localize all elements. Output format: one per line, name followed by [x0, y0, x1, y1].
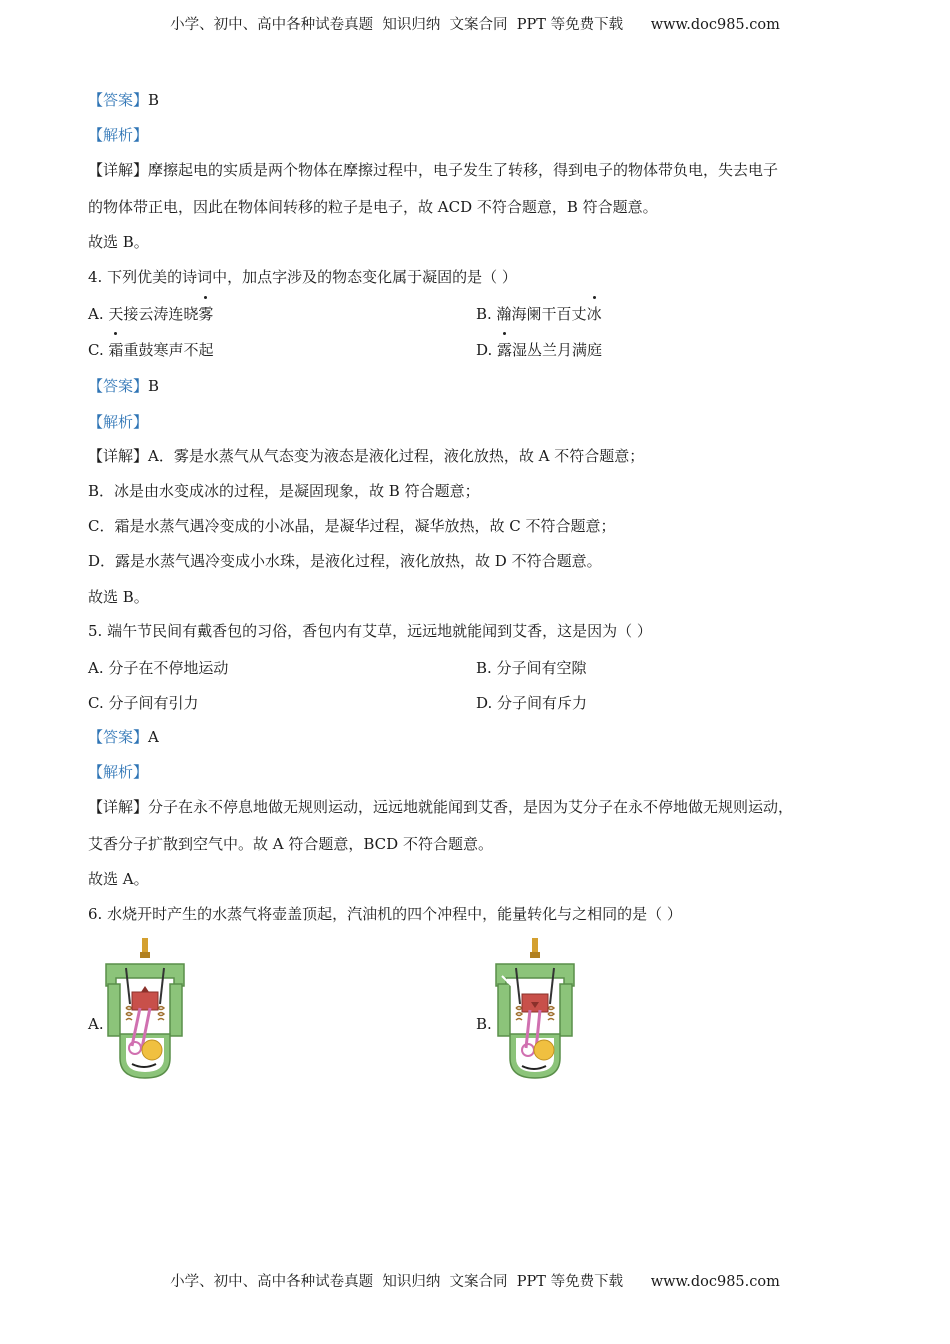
q4-conclusion: 故选 B。: [88, 588, 149, 606]
q4-option-c: [88, 339, 214, 360]
q5-option-a: A. 分子在不停地运动: [88, 659, 229, 677]
q4-detail-b: B．冰是由水变成冰的过程，是凝固现象，故 B 符合题意；: [88, 482, 480, 500]
q5-stem: 5. 端午节民间有戴香包的习俗，香包内有艾草，远远地就能闻到艾香，这是因为（ ）: [88, 622, 652, 640]
q4-option-a: [88, 303, 213, 324]
detail-label: 【详解】: [88, 447, 149, 465]
q5-detail-2: 艾香分子扩散到空气中。故 A 符合题意，BCD 不符合题意。: [88, 835, 493, 853]
option-text: A. 天接云涛连晓: [88, 305, 199, 323]
detail-label: 【详解】: [88, 798, 149, 816]
q5-analysis-label: 【解析】: [88, 763, 149, 781]
option-text-post: 重鼓寒声不起: [123, 341, 214, 359]
answer-value: B: [148, 91, 160, 109]
q5-answer: [88, 727, 159, 747]
q3-conclusion: 故选 B。: [88, 233, 149, 251]
dotted-char: 霜: [108, 341, 124, 359]
detail-text: 摩擦起电的实质是两个物体在摩擦过程中，电子发生了转移，得到电子的物体带负电，失去电子: [148, 161, 779, 179]
detail-text: 分子在永不停息地做无规则运动，远远地就能闻到艾香，是因为艾分子在永不停地做无规则运动，: [148, 798, 794, 816]
q3-answer: [88, 90, 159, 110]
answer-label: 【答案】: [88, 728, 149, 746]
detail-text: A．雾是水蒸气从气态变为液态是液化过程，液化放热，故 A 不符合题意；: [148, 447, 645, 465]
piston: [132, 992, 158, 1010]
detail-label: 【详解】: [88, 161, 149, 179]
dotted-char: 露: [497, 341, 513, 359]
option-text: C.: [88, 341, 109, 359]
q3-detail-2: 的物体带正电，因此在物体间转移的粒子是电子，故 ACD 不符合题意，B 符合题意。: [88, 198, 658, 216]
q4-detail-c: C．霜是水蒸气遇冷变成的小冰晶，是凝华过程，凝华放热，故 C 不符合题意；: [88, 517, 616, 535]
q6-option-a-label: A.: [88, 1015, 104, 1033]
q4-stem: 4. 下列优美的诗词中，加点字涉及的物态变化属于凝固的是（ ）: [88, 268, 517, 286]
option-text-post: 湿丛兰月满庭: [512, 341, 603, 359]
q4-option-d: [476, 339, 602, 360]
engine-diagram-b: [494, 938, 576, 1080]
page-header: 小学、初中、高中各种试卷真题 知识归纳 文案合同 PPT 等免费下载 www.doc985.com: [170, 17, 780, 33]
q5-conclusion: 故选 A。: [88, 870, 149, 888]
option-text: B. 瀚海阑干百丈: [476, 305, 587, 323]
q4-answer: [88, 376, 159, 396]
q5-option-b: B. 分子间有空隙: [476, 659, 587, 677]
q3-analysis-label: 【解析】: [88, 126, 149, 144]
page-footer: 小学、初中、高中各种试卷真题 知识归纳 文案合同 PPT 等免费下载 www.doc985.com: [170, 1274, 780, 1290]
q3-detail-1: [88, 160, 778, 180]
q6-option-b-label: B.: [476, 1015, 492, 1033]
q4-option-b: [476, 303, 602, 324]
q5-detail-1: [88, 797, 793, 817]
q6-stem: 6. 水烧开时产生的水蒸气将壶盖顶起，汽油机的四个冲程中，能量转化与之相同的是（ ）: [88, 905, 682, 923]
answer-label: 【答案】: [88, 91, 149, 109]
option-text: D.: [476, 341, 498, 359]
dotted-char: 雾: [198, 305, 214, 323]
crank-wheel: [534, 1040, 554, 1060]
q5-option-c: C. 分子间有引力: [88, 694, 199, 712]
dotted-char: 冰: [586, 305, 602, 323]
q4-detail-a: [88, 446, 644, 466]
q4-detail-d: D．露是水蒸气遇冷变成小水珠，是液化过程，液化放热，故 D 不符合题意。: [88, 552, 602, 570]
answer-value: B: [148, 377, 160, 395]
q4-analysis-label: 【解析】: [88, 413, 149, 431]
crank-wheel: [142, 1040, 162, 1060]
engine-diagram-a: [104, 938, 186, 1080]
answer-label: 【答案】: [88, 377, 149, 395]
answer-value: A: [148, 728, 159, 746]
q5-option-d: D. 分子间有斥力: [476, 694, 588, 712]
